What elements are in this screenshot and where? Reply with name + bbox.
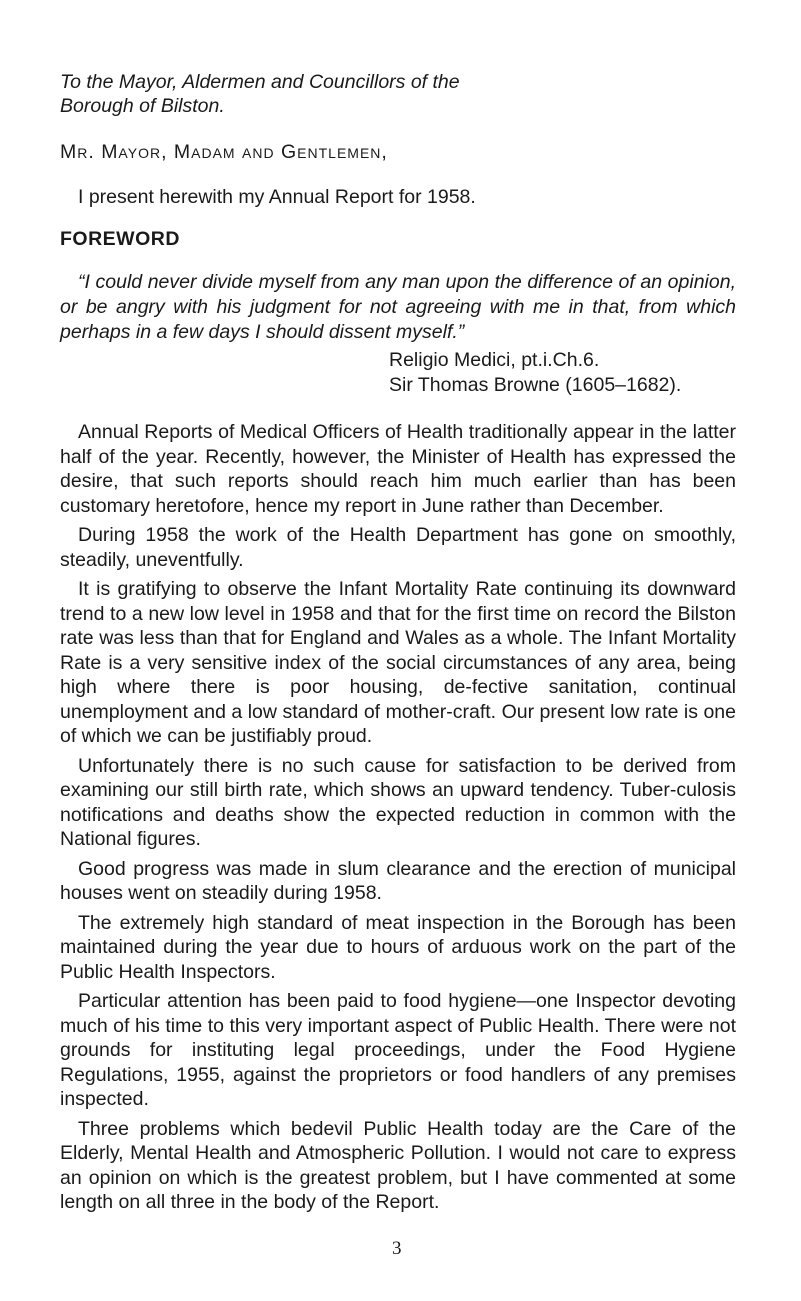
address-line: To the Mayor, Aldermen and Councillors of the Borough of Bilston. [60,71,460,117]
paragraph: The extremely high standard of meat inspection in the Borough has been maintained during the year due to hours of arduous work on the part of the Public Health Inspectors. [60,911,736,983]
paragraph: Good progress was made in slum clearance and the erection of municipal houses went on steadily during 1958. [60,857,736,904]
epigraph-quote: “I could never divide myself from any man upon the difference of an opinion, or be angry with his judgment for not agreeing with me in that, from which perhaps in a few days I should dissent myself.” [60,271,736,343]
paragraph: It is gratifying to observe the Infant Mortality Rate continuing its downward trend to a new low level in 1958 and that for the first time on record the Bilston rate was less than that for England and Wales as a whole. The Infant Mortality Rate is a very sensitive index of the social circumstances of any area, being high where there is poor housing, de-fective sanitation, continual unemployment and a low standard of mother-craft. Our present low rate is one of which we can be justifiably proud. [60,578,736,747]
page-number: 3 [392,1238,402,1259]
report-page [60,70,736,1215]
paragraph: Three problems which bedevil Public Health today are the Care of the Elderly, Mental Health and Atmospheric Pollution. I would not care to express an opinion on which is the greatest problem, but I have commented at some length on all three in the body of the Report. [60,1117,736,1213]
paragraph: During 1958 the work of the Health Department has gone on smoothly, steadily, uneventfully. [60,524,736,571]
paragraph: Unfortunately there is no such cause for satisfaction to be derived from examining our still birth rate, which shows an upward tendency. Tuber-culosis notifications and deaths show the expected reduction in common with the National figures. [60,754,736,850]
paragraph: Annual Reports of Medical Officers of Health traditionally appear in the latter half of the year. Recently, however, the Minister of Health has expressed the desire, that such reports should reach him much earlier than has been customary heretofore, hence my report in June rather than December. [60,421,736,517]
quote-source: Religio Medici, pt.i.Ch.6. [389,349,600,371]
intro-sentence: I present herewith my Annual Report for 1958. [78,186,476,208]
paragraph: Particular attention has been paid to food hygiene—one Inspector devoting much of his time to this very important aspect of Public Health. There were not grounds for instituting legal proceedings, under the Food Hygiene Regulations, 1955, against the proprietors or food handlers of any premises inspected. [60,990,736,1110]
section-heading: FOREWORD [60,228,180,250]
quote-author: Sir Thomas Browne (1605–1682). [389,374,682,396]
salutation: Mr. Mayor, Madam and Gentlemen, [60,141,388,163]
